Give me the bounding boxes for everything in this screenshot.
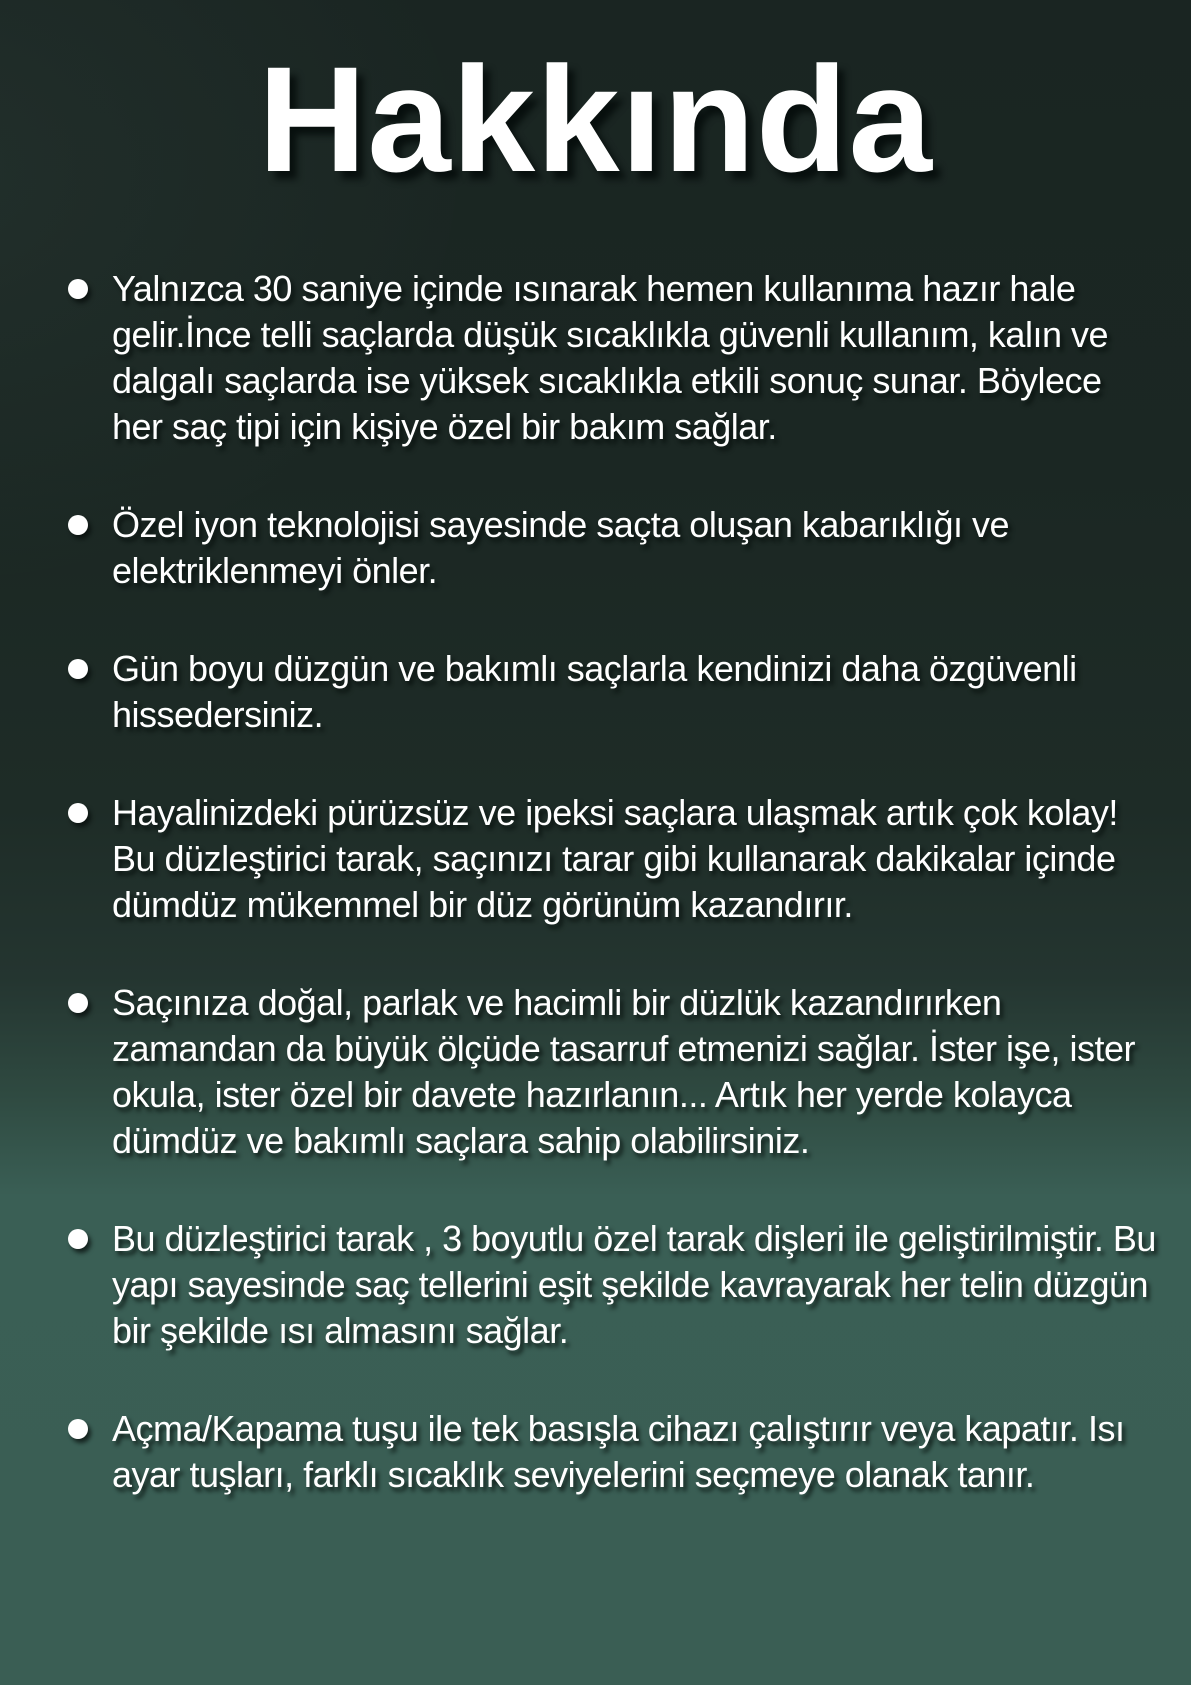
bullet-text: Açma/Kapama tuşu ile tek basışla cihazı çalıştırır veya kapatır. Isı ayar tuşları, farklı sıcaklık seviyelerini seçmeye olanak tanır. [112, 1408, 1125, 1495]
bullet-text: Hayalinizdeki pürüzsüz ve ipeksi saçlara ulaşmak artık çok kolay! Bu düzleştirici tarak, saçınızı tarar gibi kullanarak dakikalar içinde dümdüz mükemmel bir düz görünüm kazandırır. [112, 792, 1118, 925]
bullet-dot-icon [68, 993, 88, 1013]
bullet-dot-icon [68, 515, 88, 535]
list-item [68, 266, 1157, 450]
bullet-dot-icon [68, 279, 88, 299]
list-item [68, 502, 1157, 594]
bullet-text: Özel iyon teknolojisi sayesinde saçta oluşan kabarıklığı ve elektriklenmeyi önler. [112, 504, 1009, 591]
page-title: Hakkında [258, 35, 933, 203]
bullet-text: Saçınıza doğal, parlak ve hacimli bir düzlük kazandırırken zamandan da büyük ölçüde tasarruf etmenizi sağlar. İster işe, ister okula, ister özel bir davete hazırlanın... Artık her yerde kolayca dümdüz ve bakımlı saçlara sahip olabilirsiniz. [112, 982, 1136, 1161]
bullet-dot-icon [68, 803, 88, 823]
list-item [68, 790, 1157, 928]
feature-bullet-list [0, 266, 1191, 1498]
list-item [68, 1216, 1157, 1354]
list-item [68, 980, 1157, 1164]
list-item [68, 1406, 1157, 1498]
list-item [68, 646, 1157, 738]
bullet-text: Bu düzleştirici tarak , 3 boyutlu özel tarak dişleri ile geliştirilmiştir. Bu yapı sayesinde saç tellerini eşit şekilde kavrayarak her telin düzgün bir şekilde ısı almasını sağlar. [112, 1218, 1156, 1351]
bullet-text: Yalnızca 30 saniye içinde ısınarak hemen kullanıma hazır hale gelir.İnce telli saçlarda düşük sıcaklıkla güvenli kullanım, kalın ve dalgalı saçlarda ise yüksek sıcaklıkla etkili sonuç sunar. Böylece her saç tipi için kişiye özel bir bakım sağlar. [112, 268, 1108, 447]
bullet-dot-icon [68, 659, 88, 679]
bullet-dot-icon [68, 1229, 88, 1249]
bullet-dot-icon [68, 1419, 88, 1439]
bullet-text: Gün boyu düzgün ve bakımlı saçlarla kendinizi daha özgüvenli hissedersiniz. [112, 648, 1077, 735]
